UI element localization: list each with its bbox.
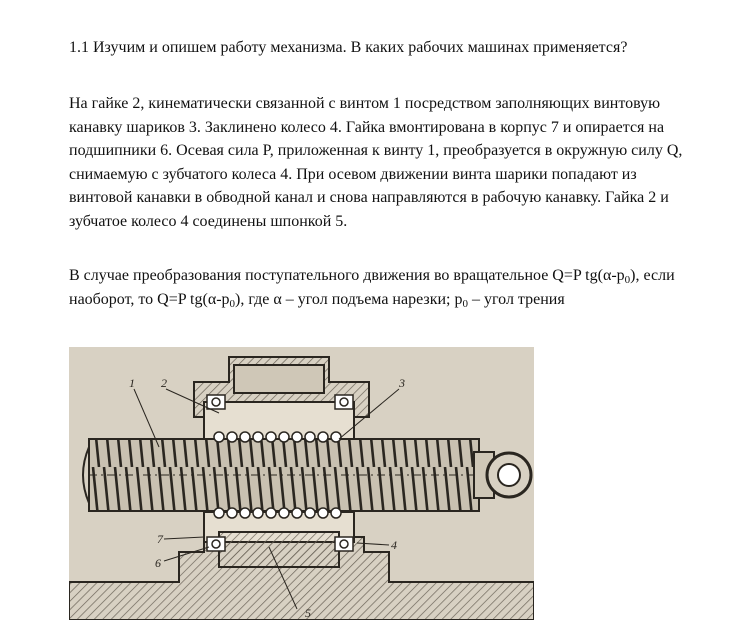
description-paragraph: На гайке 2, кинематически связанной с винтом 1 посредством заполняющих винтовую канавку шариков 3. Заклинено колесо 4. Гайка вмонтирована в корпус 7 и опирается на подшипники 6. Осевая сила P, приложенная к винту 1, преобразуется в окружную силу Q, снимаемую с зубчатого колеса 4. При осевом движении винта шарики попадают из винтовой канавки в обводной канал и снова направляются в рабочую канавку. Гайка 2 и зубчатое колесо 4 соединены шпонкой 5. <box>69 95 683 230</box>
gear-top <box>234 365 324 393</box>
formula-paragraph <box>69 264 689 311</box>
formula-subscript-2: 0 <box>229 297 236 310</box>
formula-text-4: – угол трения <box>467 290 565 308</box>
formula-subscript-3: 0 <box>462 297 468 310</box>
label-7: 7 <box>157 532 163 546</box>
mechanism-drawing <box>69 347 534 620</box>
section-heading: 1.1 Изучим и опишем работу механизма. В каких рабочих машинах применяется? <box>69 39 628 56</box>
formula-text-2: ), если наоборот, то Q=P tg(α-p <box>69 267 675 308</box>
label-3: 3 <box>399 376 405 390</box>
label-4: 4 <box>391 538 397 552</box>
label-2: 2 <box>161 376 167 390</box>
formula-subscript-1: 0 <box>624 274 631 286</box>
ball-screw-diagram <box>69 347 534 620</box>
gear-bottom <box>219 532 339 567</box>
label-5: 5 <box>305 606 311 620</box>
label-1: 1 <box>129 376 135 390</box>
label-6: 6 <box>155 556 161 570</box>
formula-text-3: ), где α – угол подъема нарезки; p <box>235 290 463 308</box>
formula-text-1: В случае преобразования поступательного движения во вращательное Q=P tg(α-p <box>69 267 625 284</box>
